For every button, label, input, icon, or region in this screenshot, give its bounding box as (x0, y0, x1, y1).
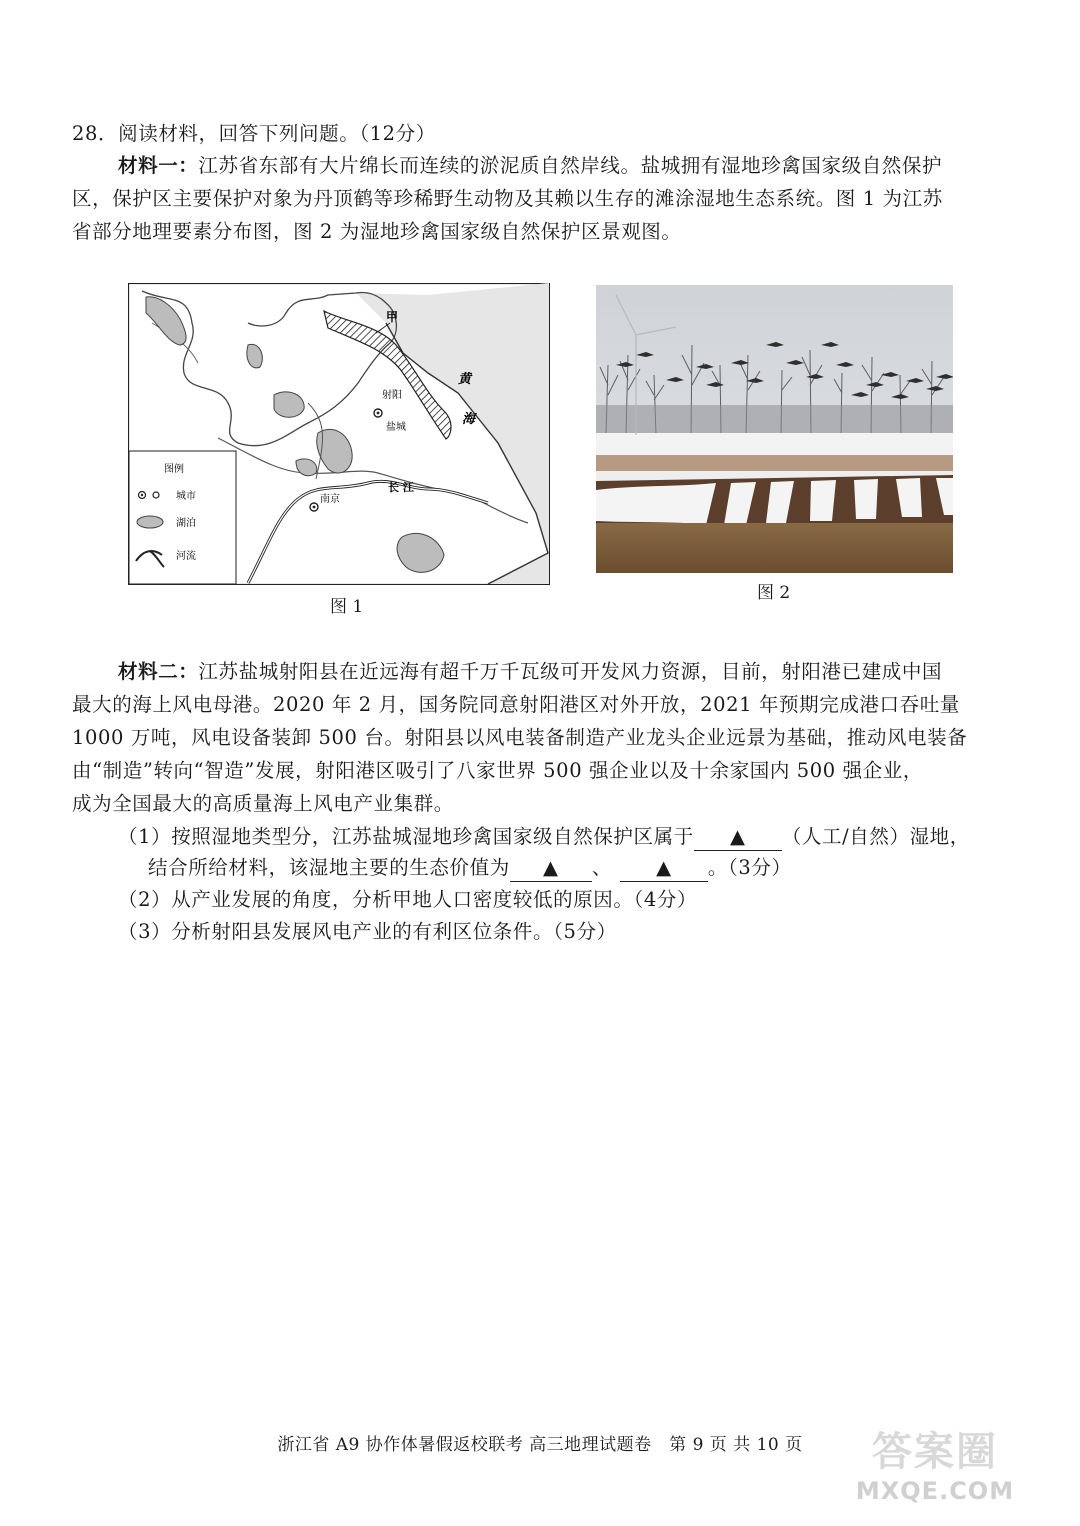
answer-blank-3[interactable]: ▲ (620, 855, 708, 882)
material1-line3: 省部分地理要素分布图，图 2 为湿地珍禽国家级自然保护区景观图。 (72, 220, 682, 243)
material2-line3: 1000 万吨，风电设备装卸 500 台。射阳县以风电装备制造产业龙头企业远景为基础，推动风电装备 (72, 726, 968, 749)
sub1-text-c: 结合所给材料，该湿地主要的生态价值为 (148, 856, 510, 879)
legend-title: 图例 (164, 464, 184, 475)
material2-line1 (118, 656, 1058, 688)
page-footer: 浙江省 A9 协作体暑假返校联考 高三地理试题卷 第 9 页 共 10 页 (277, 1435, 803, 1455)
material2-line5: 成为全国最大的高质量海上风电产业集群。 (72, 792, 454, 815)
figure2-caption: 图 2 (757, 583, 791, 603)
material2-line4: 由“制造”转向“智造”发展，射阳港区吸引了八家世界 500 强企业以及十余家国内 500 强企业， (72, 759, 924, 782)
material1-text1: 江苏省东部有大片绵长而连续的淤泥质自然岸线。盐城拥有湿地珍禽国家级自然保护 (198, 154, 943, 177)
sub1-text-a: （1）按照湿地类型分，江苏盐城湿地珍禽国家级自然保护区属于 (118, 825, 694, 848)
sub1-text-b: （人工/自然）湿地， (781, 825, 970, 848)
label-sheyang: 射阳 (382, 390, 402, 401)
label-changjiang: 长 江 (388, 481, 414, 494)
legend-lake: 湖泊 (176, 518, 196, 529)
legend-city-icon (153, 492, 159, 498)
sub1-sep: 、 (591, 856, 612, 879)
answer-blank-2[interactable]: ▲ (510, 855, 592, 882)
watermark-text: 答案圈 (872, 1429, 998, 1475)
sub1-line2 (148, 852, 1080, 884)
material2-text1: 江苏盐城射阳县在近远海有超千万千瓦级可开发风力资源，目前，射阳港已建成中国 (198, 660, 943, 683)
material1-label: 材料一： (118, 154, 199, 177)
legend-lake-icon (137, 516, 163, 528)
watermark-url: MXQE.COM (855, 1477, 1015, 1505)
label-yancheng: 盐城 (386, 422, 406, 433)
answer-blank-1[interactable]: ▲ (694, 824, 782, 851)
sub1-end: 。（3分） (707, 856, 792, 879)
dry-grass (596, 523, 953, 573)
material2-line2: 最大的海上风电母港。2020 年 2 月，国务院同意射阳港区对外开放，2021 年预期完成港口吞吐量 (72, 693, 960, 716)
label-huanghai-1: 黄 (458, 372, 472, 387)
figure1-map (128, 283, 550, 585)
sub1-line1 (118, 821, 1058, 853)
legend-city: 城市 (176, 491, 196, 502)
sub3-line: （3）分析射阳县发展风电产业的有利区位条件。（5分） (118, 920, 617, 943)
figure1-caption: 图 1 (330, 597, 364, 617)
label-nanjing: 南京 (320, 494, 340, 505)
watermark-logo (850, 1420, 1020, 1520)
legend-river: 河流 (176, 551, 196, 562)
label-jia: 甲 (386, 310, 399, 324)
material2-label: 材料二： (118, 660, 199, 683)
figure2-photo (596, 285, 953, 573)
question-header: 28．阅读材料，回答下列问题。（12分） (72, 122, 436, 145)
material1-line2: 区，保护区主要保护对象为丹顶鹤等珍稀野生动物及其赖以生存的滩涂湿地生态系统。图 1 为江苏 (72, 187, 943, 210)
sub2-line: （2）从产业发展的角度，分析甲地人口密度较低的原因。（4分） (118, 888, 698, 911)
material1-line1 (118, 150, 1058, 182)
label-huanghai-2: 海 (462, 412, 476, 427)
